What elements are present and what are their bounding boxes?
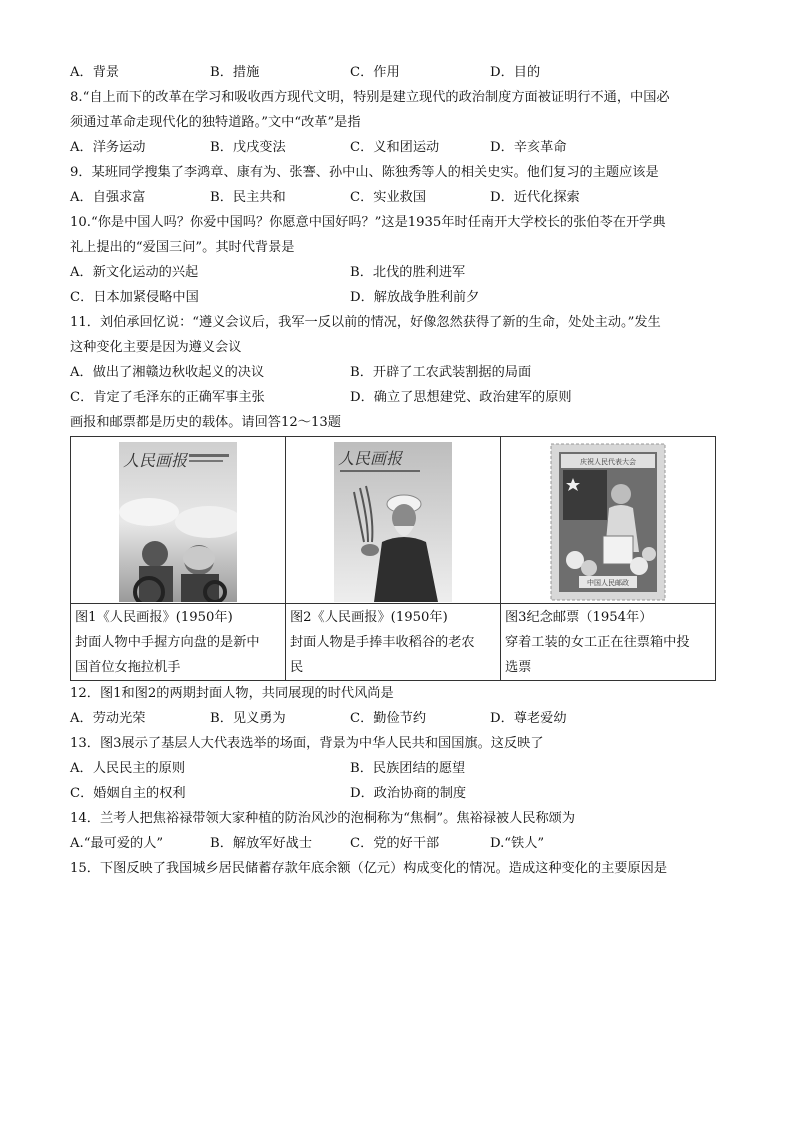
- figure-2-cover-title: 人民画报: [337, 449, 402, 468]
- q9-option-b[interactable]: B．民主共和: [210, 190, 286, 205]
- q7-option-a[interactable]: A．背景: [70, 65, 120, 80]
- q13-options-row2: [70, 781, 720, 806]
- q9-option-d[interactable]: D．近代化探索: [490, 190, 580, 205]
- q8-stem-line2: 须通过革命走现代化的独特道路。”文中“改革”是指: [70, 115, 361, 130]
- q12-options: [70, 706, 720, 731]
- q11-stem-line1: 11．刘伯承回忆说：“遵义会议后，我军一反以前的情况，好像忽然获得了新的生命，处处主动。”发生: [70, 315, 661, 330]
- exam-page: [70, 60, 720, 881]
- q12-option-b[interactable]: B．见义勇为: [210, 711, 286, 726]
- q10-option-a[interactable]: A．新文化运动的兴起: [70, 265, 199, 280]
- q7-option-d[interactable]: D．目的: [490, 65, 541, 80]
- q11-options-row2: [70, 385, 720, 410]
- q7-option-b[interactable]: B．措施: [210, 65, 260, 80]
- figure-2-cover-image: [334, 442, 452, 602]
- q12-option-a[interactable]: A．劳动光荣: [70, 711, 146, 726]
- q10-option-b[interactable]: B．北伐的胜利进军: [350, 265, 466, 280]
- q9-stem: 9．某班同学搜集了李鸿章、康有为、张謇、孙中山、陈独秀等人的相关史实。他们复习的主题应该是: [70, 165, 659, 180]
- q8-stem-line1: 8.“自上而下的改革在学习和吸收西方现代文明，特别是建立现代的政治制度方面被证明行不通，中国必: [70, 90, 670, 105]
- q13-options-row1: [70, 756, 720, 781]
- q10-options-row2: [70, 285, 720, 310]
- figure-3-caption-line2: 选票: [504, 660, 532, 675]
- q10-stem-line2: 礼上提出的“爱国三问”。其时代背景是: [70, 240, 295, 255]
- figure-3-stamp-top-text: 庆祝人民代表大会: [579, 458, 636, 466]
- q7-option-c[interactable]: C．作用: [350, 65, 400, 80]
- figure-2-caption-line2: 民: [289, 660, 304, 675]
- q15-stem: 15．下图反映了我国城乡居民储蓄存款年底余额（亿元）构成变化的情况。造成这种变化的主要原因是: [70, 861, 668, 876]
- figure-2-caption-line1: 封面人物是手捧丰收稻谷的老农: [289, 635, 475, 650]
- q14-stem: 14．兰考人把焦裕禄带领大家种植的防治风沙的泡桐称为“焦桐”。焦裕禄被人民称颂为: [70, 811, 576, 826]
- q8-option-a[interactable]: A．洋务运动: [70, 140, 146, 155]
- q14-options: [70, 831, 720, 856]
- q12-stem: 12．图1和图2的两期封面人物，共同展现的时代风尚是: [70, 686, 394, 701]
- q8-option-b[interactable]: B．戊戌变法: [210, 140, 286, 155]
- figure-3-stamp-bottom-text: 中国人民邮政: [586, 579, 629, 587]
- q9-options: [70, 185, 720, 210]
- q10-options-row1: [70, 260, 720, 285]
- q11-option-b[interactable]: B．开辟了工农武装割据的局面: [350, 365, 532, 380]
- q13-option-b[interactable]: B．民族团结的愿望: [350, 761, 466, 776]
- figures-table: [70, 436, 716, 681]
- figure-1-cover-title: 人民画报: [123, 451, 188, 470]
- q10-option-c[interactable]: C．日本加紧侵略中国: [70, 290, 199, 305]
- figure-3-caption-line1: 穿着工装的女工正在往票箱中投: [504, 635, 690, 650]
- q14-option-a[interactable]: A.“最可爱的人”: [70, 836, 164, 851]
- q10-stem-line1: 10.“你是中国人吗？你爱中国吗？你愿意中国好吗？”这是1935年时任南开大学校长的张伯苓在开学典: [70, 215, 666, 230]
- q13-stem: 13．图3展示了基层人大代表选举的场面，背景为中华人民共和国国旗。这反映了: [70, 736, 544, 751]
- q12-option-c[interactable]: C．勤俭节约: [350, 711, 427, 726]
- figure-1-cell: [71, 437, 286, 681]
- figure-1-cover-image: [119, 442, 237, 602]
- q9-option-c[interactable]: C．实业救国: [350, 190, 427, 205]
- q11-option-c[interactable]: C．肯定了毛泽东的正确军事主张: [70, 390, 265, 405]
- q8-option-c[interactable]: C．义和团运动: [350, 140, 440, 155]
- figure-1-caption-line1: 封面人物中手握方向盘的是新中: [75, 635, 260, 650]
- q11-stem-line2: 这种变化主要是因为遵义会议: [70, 340, 242, 355]
- figure-3-caption-title: 图3纪念邮票（1954年）: [504, 610, 653, 625]
- q13-option-c[interactable]: C．婚姻自主的权利: [70, 786, 186, 801]
- q8-options: [70, 135, 720, 160]
- figures-intro: 画报和邮票都是历史的载体。请回答12～13题: [70, 415, 341, 430]
- q13-option-a[interactable]: A．人民民主的原则: [70, 761, 186, 776]
- q8-option-d[interactable]: D．辛亥革命: [490, 140, 567, 155]
- q7-options: [70, 60, 720, 85]
- figure-3-stamp-image: [549, 442, 667, 602]
- q11-option-d[interactable]: D．确立了思想建党、政治建军的原则: [350, 390, 572, 405]
- q11-options-row1: [70, 360, 720, 385]
- figure-3-cell: [500, 437, 715, 681]
- figure-1-caption-line2: 国首位女拖拉机手: [75, 660, 181, 675]
- q14-option-c[interactable]: C．党的好干部: [350, 836, 440, 851]
- figure-2-cell: [285, 437, 500, 681]
- q13-option-d[interactable]: D．政治协商的制度: [350, 786, 467, 801]
- q9-option-a[interactable]: A．自强求富: [70, 190, 146, 205]
- q10-option-d[interactable]: D．解放战争胜利前夕: [350, 290, 480, 305]
- q12-option-d[interactable]: D．尊老爱幼: [490, 711, 567, 726]
- q14-option-d[interactable]: D.“铁人”: [490, 836, 545, 851]
- figure-2-caption-title: 图2《人民画报》(1950年): [289, 610, 448, 625]
- q14-option-b[interactable]: B．解放军好战士: [210, 836, 313, 851]
- figure-1-caption-title: 图1《人民画报》(1950年): [75, 610, 233, 625]
- q11-option-a[interactable]: A．做出了湘赣边秋收起义的决议: [70, 365, 265, 380]
